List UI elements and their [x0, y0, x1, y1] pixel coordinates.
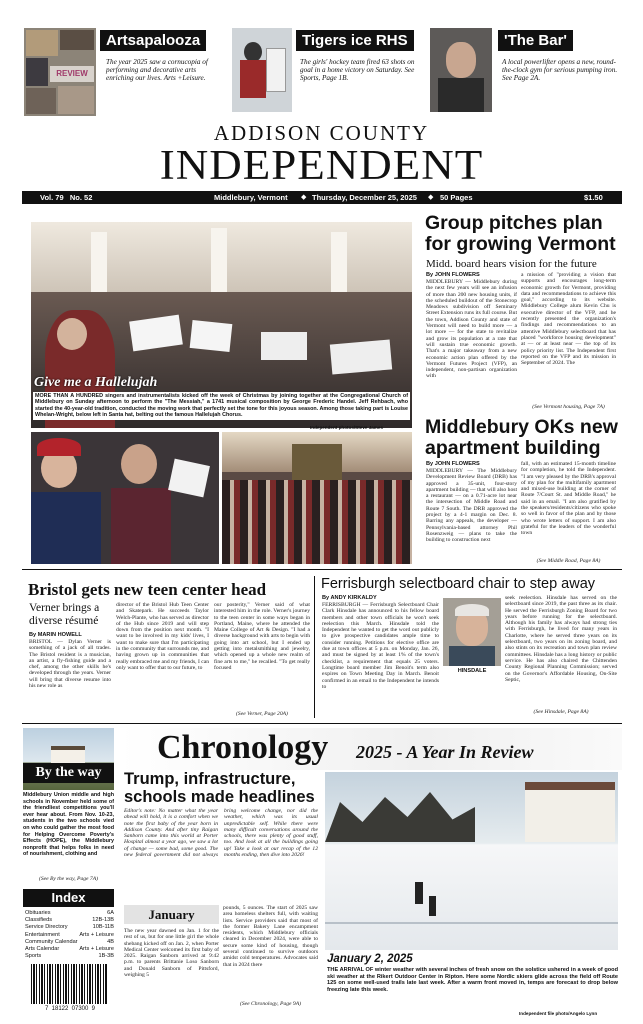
barcode: [31, 964, 107, 1004]
folio-separator-2: ◆: [428, 194, 434, 201]
santa-hat-singer-photo[interactable]: [31, 432, 219, 564]
teaser-bar-text: A local powerlifter opens a new, round-the-clock gym for serious pumping iron. See Page 2A.: [502, 58, 618, 83]
hockey-thumbnail: [232, 28, 292, 112]
bristol-deck-2: diverse résumé: [29, 615, 99, 627]
vermont-headline-2[interactable]: for growing Vermont: [425, 233, 616, 255]
ferrisburgh-col-1: FERRISBURGH — Ferrisburgh Selectboard Chair Clark Hinsdale has announced to his fellow board members and other town officials he won't seek reelection this March. Hinsdale told the Independent he wanted to get the word out publicly to give prospective candidates ample time to consider running. Petitions for elective office are due at town offices at 5 p.m. on Monday, Jan. 26, and must be signed by at least 1% of the town's checklist, a requirement that equals 25 voters. Longtime board member Jim Benoit's term also expires on Town Meeting Day in March. Benoit confirmed in an email to the Independent he intends to: [322, 602, 439, 690]
apartment-headline-2[interactable]: apartment building: [425, 437, 601, 459]
folio-volume: Vol. 79 No. 52: [40, 193, 93, 202]
chronology-photo-credit: Independent file photo/Angelo Lynn: [519, 1011, 598, 1016]
column-divider: [314, 576, 315, 718]
nordic-skiers-photo[interactable]: [325, 772, 618, 950]
month-january: January: [124, 905, 219, 924]
by-the-way-title[interactable]: By the way: [23, 763, 114, 783]
bristol-byline: By MARIN HOWELL: [29, 632, 82, 638]
ferrisburgh-col-2: seek reelection. Hinsdale has served on the selectboard since 2019, the past three as its chair. He served the Ferrisburgh Zoning Board for two years before running for the selectboard. Although his family has always had strong ties with Ferrisburgh, he lived for many years in Charlotte, where he served three years on its selectboard, two years on its zoning board, and also stints on its recreation and town plan review committees. Hinsdale has a long history or public service. He has also chaired the Chittenden County Regional Planning Commission; served on the Governor's Affordable Housing, On-Site Septic,: [505, 595, 617, 683]
bristol-headline[interactable]: Bristol gets new teen center head: [28, 580, 267, 599]
by-the-way-jump[interactable]: (See By the way, Page 7A): [38, 876, 99, 882]
hinsdale-photo-label: HINSDALE: [457, 668, 487, 674]
masthead-county: ADDISON COUNTY: [213, 121, 430, 145]
folio-separator: ◆: [301, 194, 307, 201]
index-row[interactable]: Entertainment Arts + Leisure: [25, 931, 114, 938]
january-col-2: pounds, 5 ounces. The start of 2025 saw area homeless shelters full, with waiting lists. Service providers said that most of the former Bakery Lane encampment residents, which Middlebury officials cleared in December 2024, were able to secure some kind of housing, though several continued to survive outdoors amidst cold temperatures. Advocates said that in 2024 there: [223, 905, 318, 968]
photo-date: January 2, 2025: [327, 953, 413, 965]
photo-headline: Give me a Hallelujah: [34, 375, 158, 390]
chronology-headline-2[interactable]: schools made headlines: [124, 788, 315, 806]
masthead-title: INDEPENDENT: [159, 141, 484, 189]
powerlifter-thumbnail: [430, 28, 492, 112]
teaser-arts[interactable]: [20, 22, 210, 120]
index-table: [25, 910, 114, 960]
vermont-col-2: a mission of "providing a vision that supports and encourages long-term economic growth for Vermont, providing data and recommendations to achieve this goal," according to its website. Middlebury College alum Kevin Chu is executive director of the VFP, and he recently presented the organization's findings and recommendations to an attentive Middlebury selectboard that has placed "workforce housing development" at — or at least near — the top of its policy priority list. The Independent first reported on the VFP and its mission in September of 2024. The: [521, 272, 616, 367]
apartment-jump[interactable]: (See Middle Road, Page 8A): [536, 558, 601, 564]
teaser-arts-title[interactable]: Artsapalooza: [100, 30, 206, 51]
teaser-bar-title[interactable]: 'The Bar': [498, 30, 573, 51]
apartment-headline-1[interactable]: Middlebury OKs new: [425, 416, 618, 438]
bristol-jump[interactable]: (See Verner, Page 20A): [236, 711, 288, 717]
vermont-jump[interactable]: (See Vermont housing, Page 7A): [532, 404, 605, 410]
ferrisburgh-byline: By ANDY KIRKALDY: [322, 595, 377, 601]
index-row[interactable]: Obituaries 6A: [25, 910, 114, 916]
teaser-arts-text: The year 2025 saw a cornucopia of performing and decorative arts enriching our lives. Arts +Leisure.: [106, 58, 208, 83]
bristol-deck-1: Verner brings a: [29, 602, 100, 614]
chronology-photo-caption: THE ARRIVAL OF winter weather with several inches of fresh snow on the solstice ushered in a week of good ski weather at the Rikert Outdoor Center in Ripton. Here some Nordic skiers glide across the field off Route 125 on some well-used trails late last week. After a warm front moved in, temps are forecast to drop below freezing late this week.: [327, 967, 618, 993]
index-row[interactable]: Service Directory 10B-11B: [25, 924, 114, 931]
bristol-col-3: our posterity," Verner said of what interested him in the role. Verner's journey to the teen center in some ways began in Portland, Maine, where he attended the Maine College of Art & Design. "I had a diverse background with arts to begin with going into art school, but I ended up getting into metalsmithing and jewelry, which opened up a whole new realm of fine arts to me," he recalled. "To get really focused: [214, 602, 310, 671]
bristol-col-1: BRISTOL — Dylan Verner is something of a jack of all trades. The Bristol resident is a musician, an artist, a fly-fishing guide and a chef, among the other skills he's developed through the years. Verner will bring that diverse resume into his new role as: [29, 639, 111, 690]
bristol-col-2: director of the Bristol Hub Teen Center and Skatepark. He succeeds Taylor Welch-Plante, who has served as director of the Hub since 2019 and will step down from the position next month. "I want to be involved in my kids' lives, I want to make sure that I'm participating in the community that surrounds me, and having grown up in communities that really embraced me and my friends, I can only want to offer that to our future, to: [116, 602, 209, 671]
hinsdale-portrait[interactable]: [443, 598, 501, 666]
by-the-way-text: Middlebury Union middle and high schools in November held some of the friendliest competitions you'll ever hear about. From Nov. 10-23, students in the two schools vied on who could gather the most food for Helping Overcome Poverty's Effects (HOPE), the Middlebury nonprofit that helps folks in need of nourishment, clothing and: [23, 792, 114, 858]
folio-price: $1.50: [584, 193, 603, 202]
index-row[interactable]: Community Calendar 4B: [25, 938, 114, 945]
church-choir-photo[interactable]: [222, 432, 412, 564]
chronology-jump[interactable]: (See Chronology, Page 9A): [240, 1001, 301, 1007]
barcode-number: 7 18122 07300 9: [29, 1006, 111, 1012]
index-title: Index: [23, 889, 114, 907]
teaser-hockey[interactable]: [228, 22, 418, 120]
photo-caption: MORE THAN A HUNDRED singers and instrumentalists kicked off the week of Christmas by joining together at the Congregational Church of Middlebury on Sunday afternoon to perform the "The Messiah," a 1741 musical composition by George Frederic Handel. Jeff Rehbach, who started the 40-year-old tradition, conducted the moving work that perfectly set the tone for this joyous season. Among those taking part is Louise Whelan-Wright, below left in Santa hat, belting out the famous Hallelujah Chorus.: [35, 393, 408, 419]
chronology-editors-note: Editor's note: No matter what the year ahead will hold, it is a comfort when we note the first baby of the year born in Addison County. And after tiny Raigan Sanborn came into this world at Porter Hospital almost a year ago, we saw a lot of change — some bad, some good. The new federal government did not always bring welcome change, nor did the weather, which was its usual unpredictable self. While there were many difficult conversations around the schools, there was plenty of good stuff, too. And look at all the buildings going up! Take a look at our recap of the 12 months ending, then dive into 2026!: [124, 808, 318, 859]
apartment-col-1: MIDDLEBURY — The Middlebury Development Review Board (DRB) has approved a 35-unit, four-story apartment building — that will also host a restaurant — on a 0.71-acre lot near the intersection of Middle Road and Route 7 South. The DRB approved the project by a 4-1 margin on Dec. 8. Barring any appeals, the developer — Pennsylvania-based attorney Phil Rosenzweig — plans to take the building to construction next: [426, 468, 517, 544]
ferrisburgh-headline[interactable]: Ferrisburgh selectboard chair to step away: [321, 576, 596, 592]
teaser-hockey-title[interactable]: Tigers ice RHS: [296, 30, 414, 51]
folio-date: Thursday, December 25, 2025: [312, 193, 417, 202]
section-divider: [22, 569, 622, 570]
apartment-col-2: fall, with an estimated 15-month timeline for completion, he told the Independent. "I am very pleased by the DRB's approval of my plan for the multifamily apartment and mixed-use building at the corner of Route 7/Court St. and Middle Road," he said in an email. "I am also gratified by the speakers/residents/citizens who spoke so well in favor of the plan and by those who wrote letters of support. I am also grateful for the leaders of the wonderful town: [521, 461, 616, 537]
chronology-subtitle: 2025 - A Year In Review: [356, 742, 534, 762]
vermont-headline-1[interactable]: Group pitches plan: [425, 212, 603, 234]
vermont-col-1: MIDDLEBURY — Middlebury during the next few years will see an infusion of more than 200 new housing units, if the scheduled buildout of the Stonecrop Meadows subdivision off Seminary Street Extension runs its full course. But the town, Addison County and state of Vermont will need to build more — a lot more — for the state to revitalize and grow its population at a rate that will sustain true economic growth. That's a major takeaway from a new economic action plan offered by the Vermont Futures Project (VFP), an independent, non-partisan organization with: [426, 279, 517, 380]
index-row[interactable]: Sports 1B-3B: [25, 953, 114, 960]
vermont-deck: Midd. board hears vision for the future: [426, 258, 597, 270]
review-label: REVIEW: [50, 66, 94, 82]
chronology-headline-1[interactable]: Trump, infrastructure,: [124, 770, 296, 788]
folio-pages: 50 Pages: [440, 193, 473, 202]
january-col-1: The new year dawned on Jan. 1 for the rest of us, but for one little girl the whole shebang kicked off on Jan. 2, when Porter Medical Center welcomed its first baby of 2025. Raigan Sanborn arrived at 9:42 p.m. to parents Brittanie Loso Sanborn and Donald Sanborn of Pittsford, weighing 5: [124, 928, 219, 979]
teaser-bar[interactable]: [426, 22, 624, 120]
teaser-hockey-text: The girls' hockey team fired 63 shots on goal in a home victory on Saturday. See Sports, Page 1B.: [300, 58, 415, 83]
index-row[interactable]: Arts Calendar Arts + Leisure: [25, 946, 114, 953]
arts-collage-thumbnail: [24, 28, 96, 116]
section-divider-2: [22, 723, 622, 724]
photo-credit: Independent photos/Steve James: [310, 425, 384, 430]
folio-place: Middlebury, Vermont: [214, 193, 288, 202]
chronology-title[interactable]: Chronology: [157, 729, 329, 766]
vermont-byline: By JOHN FLOWERS: [426, 272, 480, 278]
index-row[interactable]: Classifieds 12B-13B: [25, 917, 114, 924]
apartment-byline: By JOHN FLOWERS: [426, 461, 480, 467]
ferrisburgh-jump[interactable]: (See Hinsdale, Page 8A): [533, 709, 589, 715]
